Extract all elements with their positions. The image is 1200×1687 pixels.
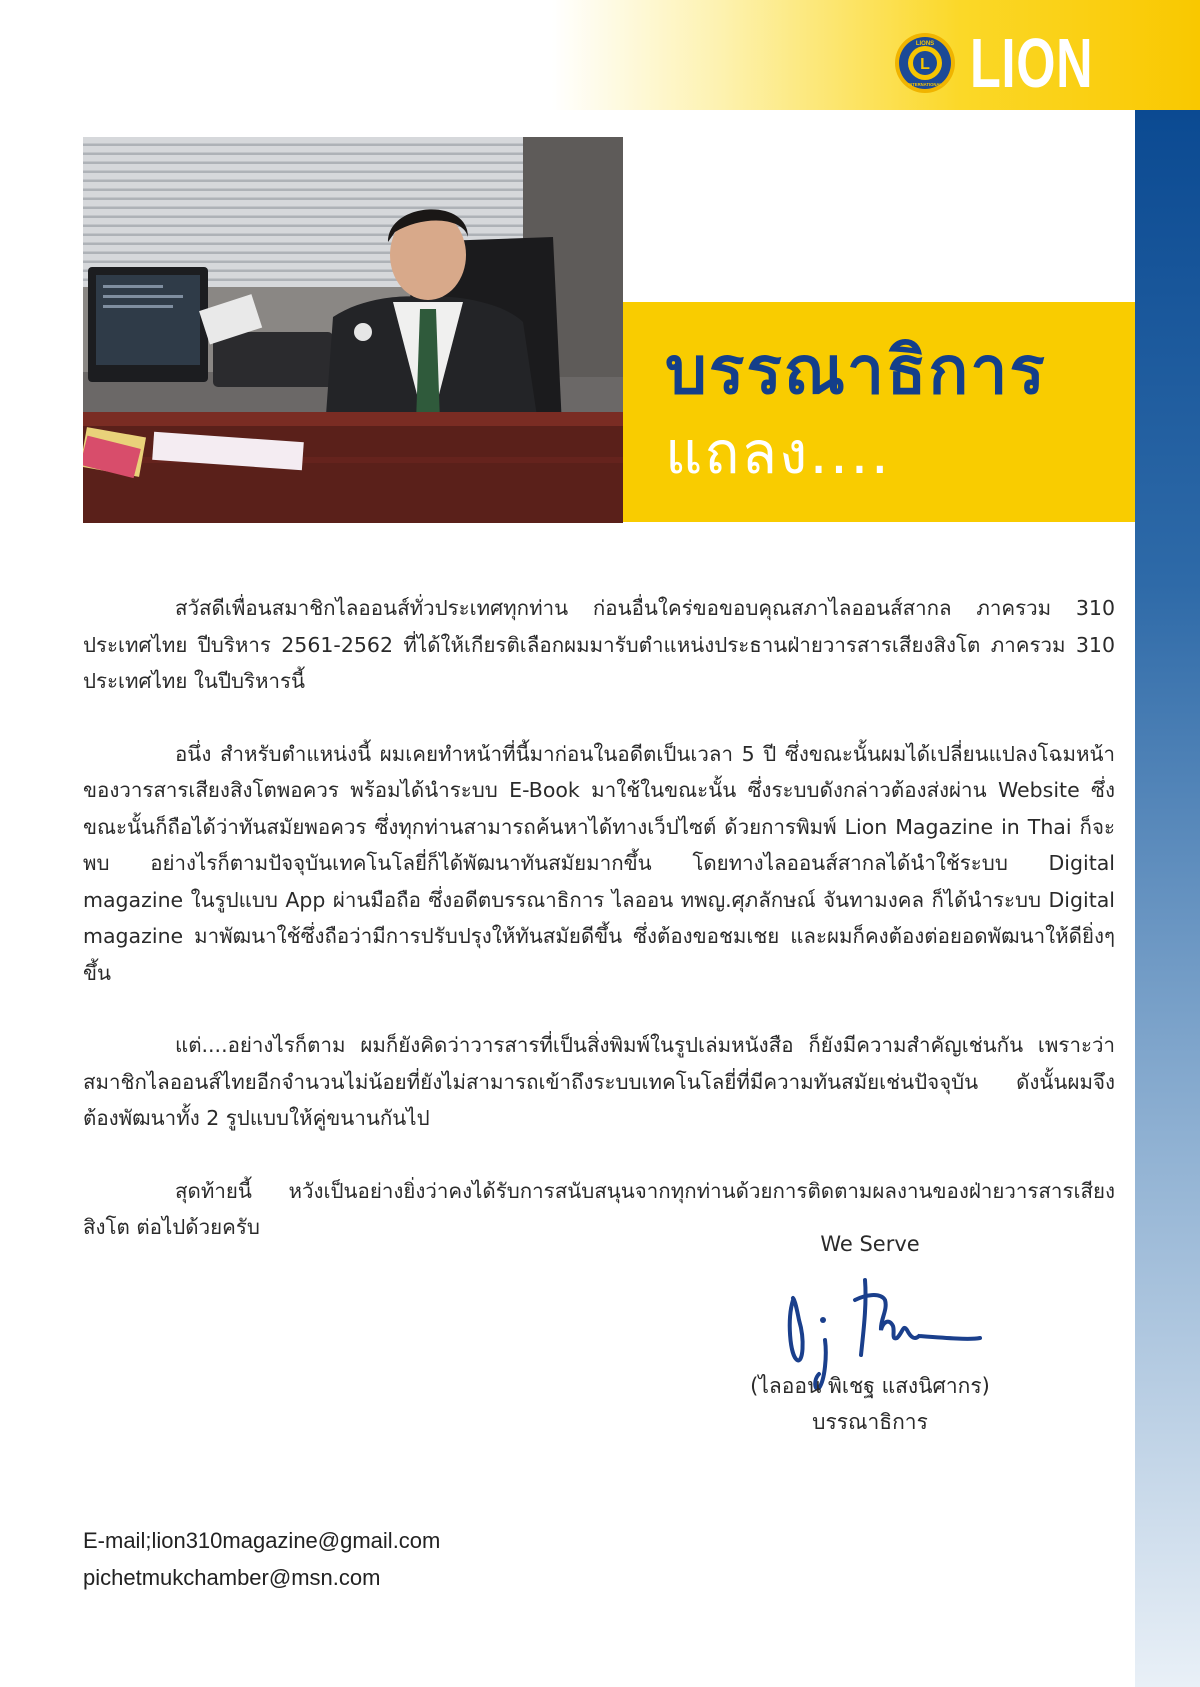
side-stripe <box>1135 110 1200 1687</box>
page-title: บรรณาธิการ <box>665 332 1047 409</box>
contact-email-2[interactable]: pichetmukchamber@msn.com <box>83 1565 381 1590</box>
brand-wordmark: LION <box>970 24 1094 102</box>
paragraph: แต่....อย่างไรก็ตาม ผมก็ยังคิดว่าวารสารที่เป็นสิ่งพิมพ์ในรูปเล่มหนังสือ ก็ยังมีความสำคัญเช่นกัน เพราะว่าสมาชิกไลออนส์ไทยอีกจำนวนไม่น้อยที่ยังไม่สามารถเข้าถึงระบบเทคโนโลยี่ที่มีความทันสมัยเช่นปัจจุบัน ดังนั้นผมจึงต้องพัฒนาทั้ง 2 รูปแบบให้คู่ขนานกันไป <box>83 1033 1115 1130</box>
motto: We Serve <box>820 1232 920 1256</box>
contact-info <box>83 1522 440 1596</box>
editor-name: (ไลออน พิเชฐ แสงนิศากร) <box>750 1374 990 1398</box>
paragraph: อนึ่ง สำหรับตำแหน่งนี้ ผมเคยทำหน้าที่นี้มาก่อนในอดีตเป็นเวลา 5 ปี ซึ่งขณะนั้นผมได้เปลี่ยนแปลงโฉมหน้าของวารสารเสียงสิงโตพอควร พร้อมได้นำระบบ E-Book มาใช้ในขณะนั้น ซึ่งระบบดังกล่าวต้องส่งผ่าน Website ซึ่งขณะนั้นก็ถือได้ว่าทันสมัยพอควร ซึ่งทุกท่านสามารถค้นหาได้ทางเว็ปไซต์ ด้วยการพิมพ์ Lion Magazine in Thai ก็จะพบ อย่างไรก็ตามปัจจุบันเทคโนโลยี่ก็ได้พัฒนาทันสมัยมากขึ้น โดยทางไลออนส์สากลได้นำใช้ระบบ Digital magazine ในรูปแบบ App ผ่านมือถือ ซึ่งอดีตบรรณาธิการ ไลออน ทพญ.ศุภลักษณ์ จันทามงคล ก็ได้นำระบบ Digital magazine มาพัฒนาใช้ซึ่งถือว่ามีการปรับปรุงให้ทันสมัยดีขึ้น ซึ่งต้องขอชมเชย และผมก็คงต้องต่อยอดพัฒนาให้ดียิ่งๆขึ้น <box>83 741 1115 985</box>
office-portrait-image <box>83 137 623 523</box>
emblem-top-text: LIONS <box>915 41 935 47</box>
editor-role: บรรณาธิการ <box>812 1410 928 1434</box>
editorial-body <box>83 590 1115 1282</box>
lions-emblem-icon <box>894 32 956 94</box>
emblem-bottom-text: INTERNATIONAL <box>908 82 942 87</box>
title-panel <box>623 302 1135 522</box>
paragraph: สุดท้ายนี้ หวังเป็นอย่างยิ่งว่าคงได้รับการสนับสนุนจากทุกท่านด้วยการติดตามผลงานของฝ่ายวารสารเสียงสิงโต ต่อไปด้วยครับ <box>83 1178 1115 1239</box>
page-subtitle: แถลง.... <box>665 419 892 487</box>
paragraph: สวัสดีเพื่อนสมาชิกไลออนส์ทั่วประเทศทุกท่าน ก่อนอื่นใคร่ขอขอบคุณสภาไลออนส์สากล ภาครวม 310 ประเทศไทย ปีบริหาร 2561-2562 ที่ได้ให้เกียรติเลือกผมมารับตำแหน่งประธานฝ่ายวารสารเสียงสิงโต ภาครวม 310 ประเทศไทย ในปีบริหารนี้ <box>83 596 1115 693</box>
contact-email-1[interactable]: E-mail;lion310magazine@gmail.com <box>83 1528 441 1553</box>
editor-portrait-photo <box>83 137 623 523</box>
emblem-letter: L <box>920 56 930 73</box>
lions-logo <box>894 24 1120 102</box>
